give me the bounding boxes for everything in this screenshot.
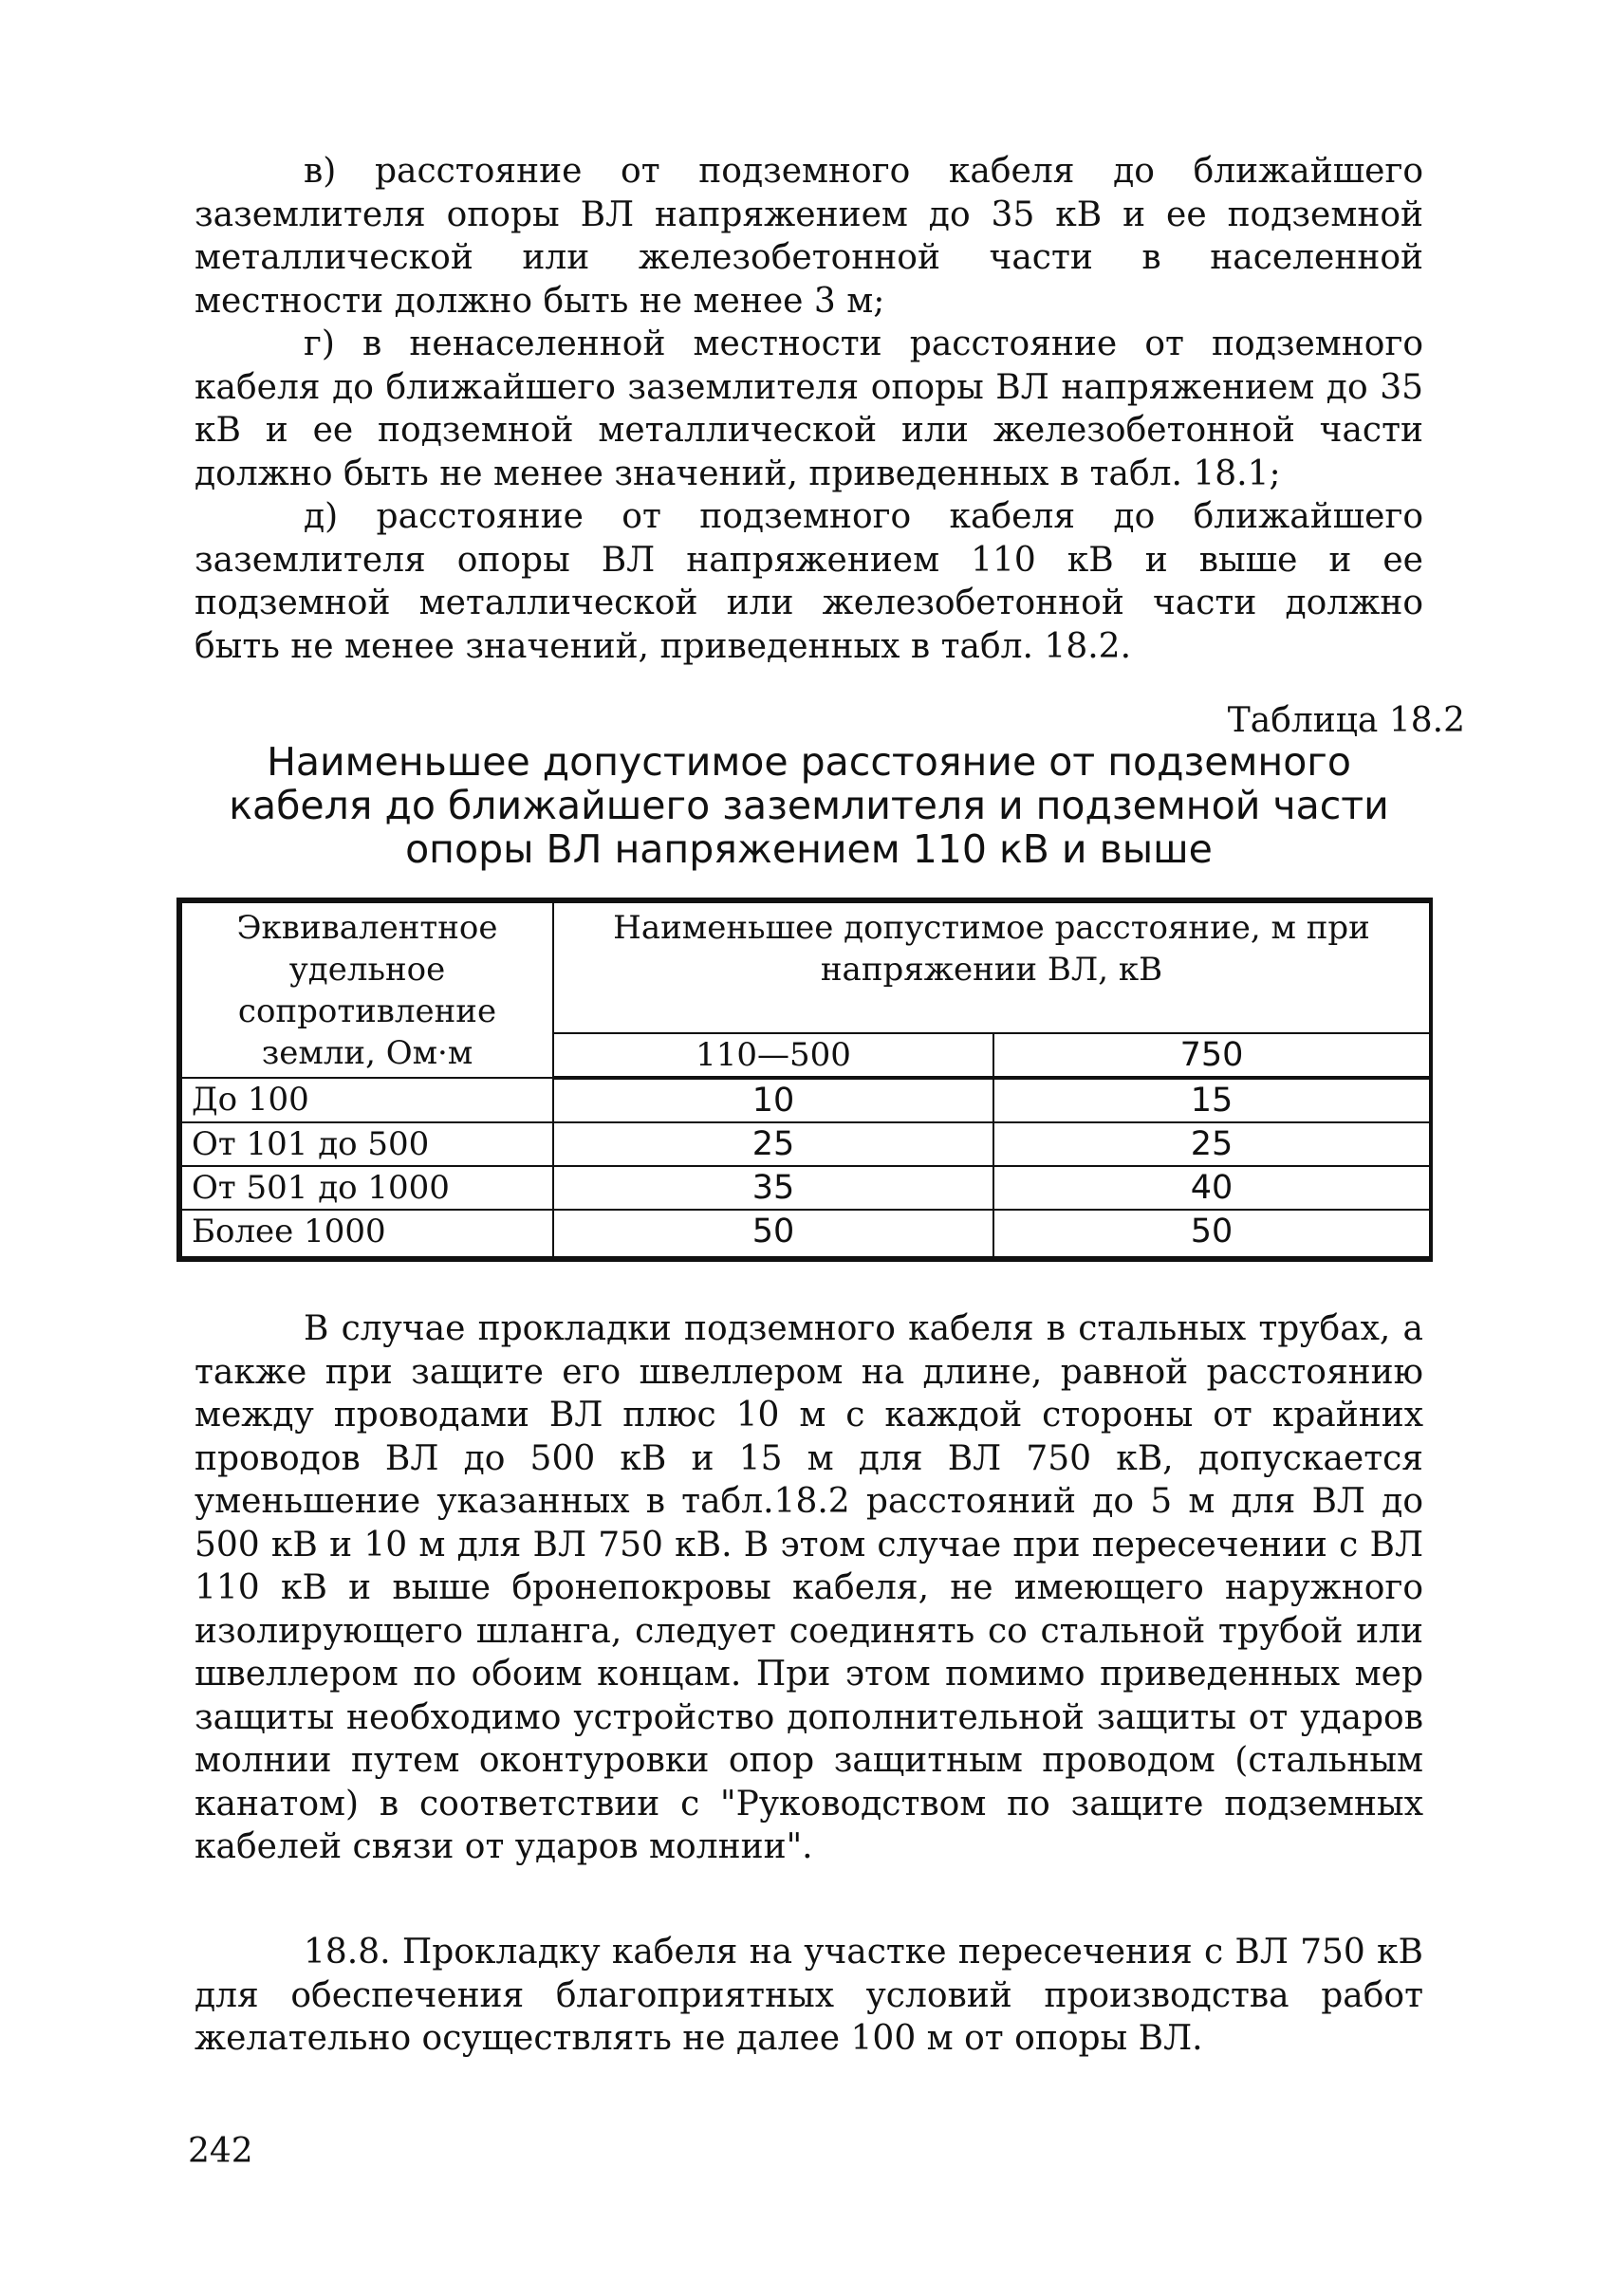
table-row <box>181 1122 1430 1166</box>
after-table-section <box>195 1307 1423 1869</box>
header-resistance: Эквивалентное удельное сопротивление земли, Ом·м <box>181 902 553 1078</box>
intro-paragraphs <box>195 150 1423 668</box>
table-header-row <box>181 902 1430 1033</box>
table-title: Наименьшее допустимое расстояние от подземного кабеля до ближайшего заземлителя и подземной части опоры ВЛ напряжением 110 кВ и выше <box>229 739 1389 872</box>
table-row <box>181 1210 1430 1257</box>
header-voltage-750: 750 <box>993 1033 1430 1078</box>
row-label: Более 1000 <box>181 1210 553 1257</box>
row-value-750: 15 <box>993 1078 1430 1122</box>
paragraph-g: г) в ненаселенной местности расстояние от подземного кабеля до ближайшего заземлителя опоры ВЛ напряжением до 35 кВ и ее подземной металлической или железобетонной части должно быть не менее значений, приведенных в табл. 18.1; <box>195 324 1423 493</box>
row-value-110-500: 25 <box>553 1122 993 1166</box>
row-label: До 100 <box>181 1078 553 1122</box>
row-value-750: 50 <box>993 1210 1430 1257</box>
paragraph-18-8: 18.8. Прокладку кабеля на участке пересечения с ВЛ 750 кВ для обеспечения благоприятных условий производства работ желательно осуществлять не далее 100 м от опоры ВЛ. <box>195 1933 1423 2058</box>
row-value-110-500: 50 <box>553 1210 993 1257</box>
row-value-750: 40 <box>993 1166 1430 1210</box>
paragraph-after-table: В случае прокладки подземного кабеля в стальных трубах, а также при защите его швеллером на длине, равной расстоянию между проводами ВЛ плюс 10 м с каждой стороны от крайних проводов ВЛ до 500 кВ и 15 м для ВЛ 750 кВ, допускается уменьшение указанных в табл.18.2 расстояний до 5 м для ВЛ до 500 кВ и 10 м для ВЛ 750 кВ. В этом случае при пересечении с ВЛ 110 кВ и выше бронепокровы кабеля, не имеющего наружного изолирующего шланга, следует соединять со стальной трубой или швеллером по обоим концам. При этом помимо приведенных мер защиты необходимо устройство дополнительной защиты от ударов молнии путем оконтуровки опор защитным проводом (стальным канатом) в соответствии с "Руководством по защите подземных кабелей связи от ударов молнии". <box>195 1309 1423 1866</box>
row-label: От 501 до 1000 <box>181 1166 553 1210</box>
table-row <box>181 1078 1430 1122</box>
norms-table-frame <box>176 898 1433 1262</box>
section-18-8 <box>195 1931 1423 2061</box>
row-value-110-500: 35 <box>553 1166 993 1210</box>
norms-table <box>180 901 1431 1258</box>
table-row <box>181 1166 1430 1210</box>
row-value-110-500: 10 <box>553 1078 993 1122</box>
page-number: 242 <box>188 2132 253 2171</box>
row-value-750: 25 <box>993 1122 1430 1166</box>
paragraph-v: в) расстояние от подземного кабеля до ближайшего заземлителя опоры ВЛ напряжением до 35 кВ и ее подземной металлической или железобетонной части в населенной местности должно быть не менее 3 м; <box>195 152 1423 321</box>
row-label: От 101 до 500 <box>181 1122 553 1166</box>
header-distance: Наименьшее допустимое расстояние, м при напряжении ВЛ, кВ <box>553 902 1430 1033</box>
table-number: Таблица 18.2 <box>1227 701 1465 740</box>
paragraph-d: д) расстояние от подземного кабеля до ближайшего заземлителя опоры ВЛ напряжением 110 кВ и выше и ее подземной металлической или железобетонной части должно быть не менее значений, приведенных в табл. 18.2. <box>195 497 1423 666</box>
header-voltage-110-500: 110—500 <box>553 1033 993 1078</box>
